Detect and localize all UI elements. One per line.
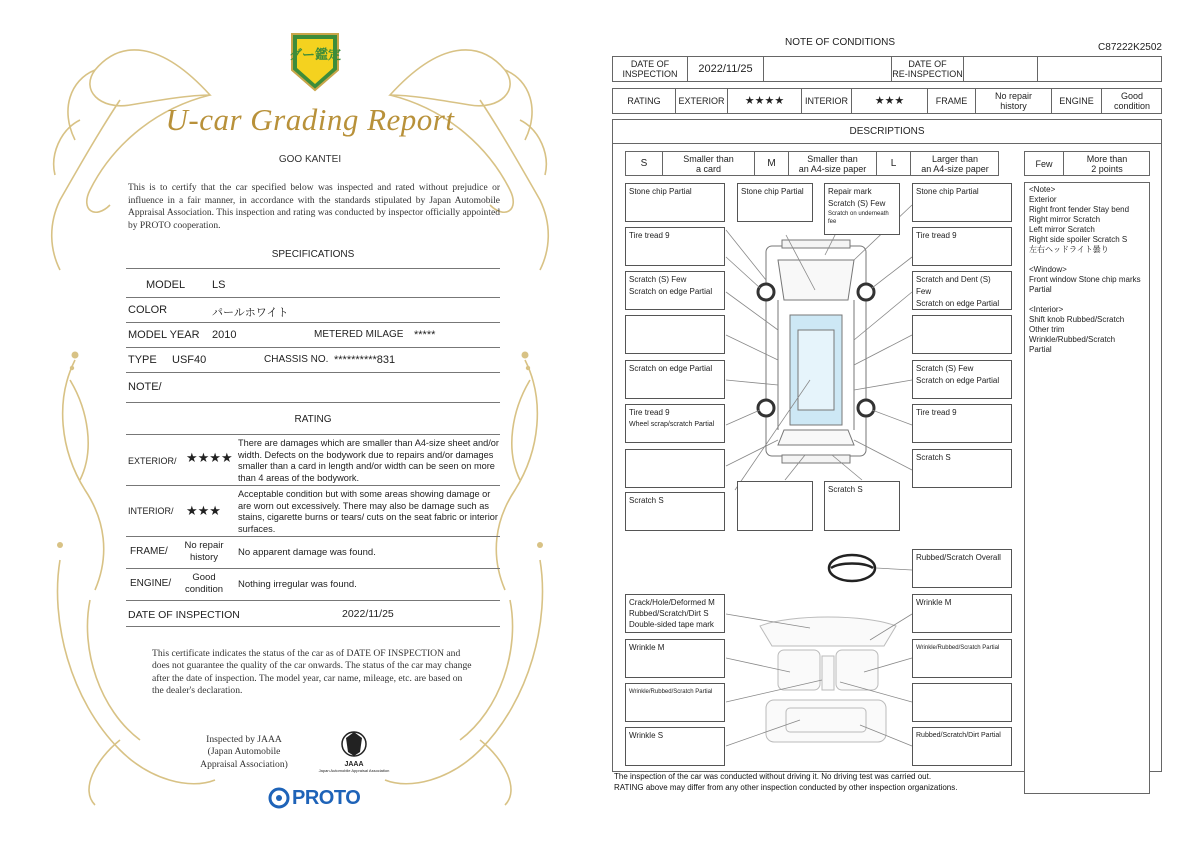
descriptions-heading: DESCRIPTIONS	[613, 120, 1161, 144]
exterior-car-outline	[766, 240, 866, 463]
exterior-box: Stone chip Partial	[912, 183, 1012, 222]
exterior-stars: ★★★★	[186, 450, 233, 465]
interior-line: Wrinkle/Rubbed/Scratch	[1029, 335, 1116, 344]
exterior-desc: There are damages which are smaller than A4-size sheet and/or width. Defects on the bodywork due to repairs and/or damages smaller than a card in length and/or width can be seen on more than 4 areas of the bodywork.	[238, 438, 499, 483]
metered-mileage-label: METERED MILAGE	[314, 329, 404, 340]
exterior-box: Tire tread 9 Wheel scrap/scratch Partial	[625, 404, 725, 443]
reinspection-label: DATE OF RE-INSPECTION	[892, 59, 963, 79]
interior-box: Rubbed/Scratch/Dirt Partial	[912, 727, 1012, 766]
spec-row-color	[126, 298, 500, 323]
report-subtitle: GOO KANTEI	[278, 154, 342, 165]
window-line: Partial	[1029, 285, 1052, 294]
interior-line: Partial	[1029, 345, 1052, 354]
spec-row-model-year	[126, 323, 500, 348]
sheet-code: C87222K2502	[1098, 42, 1162, 53]
note-line: 左右ヘッドライト曇り	[1029, 245, 1109, 254]
date-of-inspection-label: DATE OF INSPECTION	[622, 59, 678, 79]
note-label: NOTE/	[128, 381, 162, 393]
interior-box: Wrinkle M	[625, 639, 725, 678]
frame-value-1: No repair	[184, 540, 224, 551]
exterior-box: Scratch on edge Partial	[625, 360, 725, 399]
spec-row-note	[126, 373, 500, 403]
exterior-box-empty	[737, 481, 813, 531]
type-label: TYPE	[128, 354, 157, 366]
engine-value-2: condition	[184, 584, 224, 595]
proto-mark-icon	[268, 787, 290, 809]
type-value: USF40	[172, 354, 207, 366]
legend-l: L	[876, 152, 910, 175]
exterior-box: Scratch S	[824, 481, 900, 531]
note-line: Left mirror Scratch	[1029, 225, 1095, 234]
model-value: LS	[212, 279, 226, 291]
sheet-footer-2: RATING above may differ from any other inspection conducted by other inspection organizations.	[614, 783, 958, 792]
exterior-box: Scratch (S) Few Scratch on edge Partial	[625, 271, 725, 310]
engine-desc: Nothing irregular was found.	[238, 579, 357, 590]
inspection-date-label: DATE OF INSPECTION	[128, 609, 240, 621]
model-year-value: 2010	[212, 329, 237, 341]
note-line: Right mirror Scratch	[1029, 215, 1101, 224]
sheet-engine-label: ENGINE	[1051, 89, 1101, 113]
jaaa-caption: Japan Automobile Appraisal Association	[318, 768, 390, 773]
exterior-box: Scratch (S) Few Scratch on edge Partial	[912, 360, 1012, 399]
rating-row-interior	[126, 486, 500, 537]
chassis-label: CHASSIS NO.	[264, 354, 329, 365]
exterior-box-empty	[912, 315, 1012, 354]
sheet-engine-value: Good condition	[1101, 89, 1162, 113]
legend-few-desc: More than 2 points	[1063, 152, 1150, 175]
legend-m: M	[754, 152, 788, 175]
interior-desc: Acceptable condition but with some areas showing damage or are worn out excessively. There may also be damage such as stains, cigarette burns or tears/ cuts on the seat fabric or interior surfaces.	[238, 489, 498, 534]
note-line: Right front fender Stay bend	[1029, 205, 1130, 214]
badge-text: グー鑑定	[288, 48, 342, 63]
model-year-label: MODEL YEAR	[128, 329, 200, 341]
chassis-value: **********831	[334, 354, 396, 366]
interior-line: Shift knob Rubbed/Scratch	[1029, 315, 1125, 324]
proto-logo	[268, 786, 378, 810]
legend-l-desc: Larger than an A4-size paper	[910, 152, 999, 175]
interior-box: Wrinkle S	[625, 727, 725, 766]
model-label: MODEL	[146, 279, 186, 291]
inspection-date-row	[126, 601, 500, 627]
frame-label: FRAME/	[130, 546, 168, 557]
note-of-conditions-sheet	[600, 0, 1200, 848]
note-heading: <Note>	[1029, 185, 1056, 194]
frame-value-2: history	[190, 552, 218, 563]
legend-m-desc: Smaller than an A4-size paper	[788, 152, 876, 175]
inspection-date-value: 2022/11/25	[342, 608, 394, 620]
interior-heading: <Interior>	[1029, 305, 1064, 314]
exterior-box: Scratch and Dent (S) Few Scratch on edge Partial	[912, 271, 1012, 310]
note-line: Exterior	[1029, 195, 1057, 204]
rating-label: RATING	[627, 96, 661, 106]
exterior-box: Tire tread 9	[912, 227, 1012, 266]
rating-row-engine	[126, 569, 500, 601]
inspected-by-line-1: Inspected by JAAA	[206, 734, 282, 745]
specifications-heading: SPECIFICATIONS	[271, 249, 355, 260]
goo-kantei-badge	[288, 30, 342, 92]
window-heading: <Window>	[1029, 265, 1067, 274]
legend-few: Few	[1035, 158, 1053, 169]
exterior-box: Tire tread 9	[625, 227, 725, 266]
exterior-box: Scratch S	[912, 449, 1012, 488]
jaaa-logo-text: JAAA	[344, 761, 364, 768]
legend-s-desc: Smaller than a card	[662, 152, 754, 175]
interior-label: INTERIOR/	[128, 506, 174, 516]
report-title: U-car Grading Report	[165, 102, 455, 137]
interior-box: Crack/Hole/Deformed M Rubbed/Scratch/Dirt S Double-sided tape mark	[625, 594, 725, 633]
interior-box: Wrinkle/Rubbed/Scratch Partial	[625, 683, 725, 722]
rating-row-frame	[126, 537, 500, 569]
certificate-intro: This is to certify that the car specified below was inspected and rated without prejudice or influence in a fair manner, in accordance with the standards stipulated by Japan Automobile Appraisal Association. This inspection and rating was conducted by inspector officially appointed by PROTO cooperation.	[128, 183, 500, 231]
sheet-frame-value: No repair history	[975, 89, 1051, 113]
spec-row-type	[126, 348, 500, 373]
rating-heading: RATING	[294, 414, 332, 425]
sheet-interior-label: INTERIOR	[801, 89, 851, 113]
sheet-frame-label: FRAME	[927, 89, 975, 113]
exterior-box-empty	[625, 449, 725, 488]
date-of-inspection-value: 2022/11/25	[687, 57, 763, 81]
engine-value-1: Good	[192, 572, 216, 583]
engine-label: ENGINE/	[130, 578, 172, 589]
exterior-box: Scratch S	[625, 492, 725, 531]
inspected-by-line-2: (Japan Automobile	[207, 746, 281, 758]
inspected-by	[186, 734, 302, 771]
jaaa-logo	[316, 728, 392, 778]
interior-stars: ★★★	[186, 503, 221, 518]
exterior-box: Stone chip Partial	[737, 183, 813, 222]
note-line: Right side spoiler Scratch S	[1029, 235, 1128, 244]
exterior-box: Repair mark Scratch (S) Few Scratch on underneath fee	[824, 183, 900, 235]
window-line: Front window Stone chip marks	[1029, 275, 1141, 284]
rating-row-exterior	[126, 434, 500, 486]
interior-box: Wrinkle M	[912, 594, 1012, 633]
steering-wheel-icon	[829, 555, 875, 581]
interior-car-outline	[760, 617, 896, 742]
interior-box: Wrinkle/Rubbed/Scratch Partial	[912, 639, 1012, 678]
exterior-box-empty	[625, 315, 725, 354]
interior-box-empty	[912, 683, 1012, 722]
interior-line: Other trim	[1029, 325, 1065, 334]
frame-desc: No apparent damage was found.	[238, 547, 376, 558]
exterior-box: Stone chip Partial	[625, 183, 725, 222]
proto-logo-text: PROTO	[292, 786, 361, 809]
color-value: パールホワイト	[212, 307, 289, 319]
sheet-footer-1: The inspection of the car was conducted without driving it. No driving test was carried out.	[614, 772, 932, 781]
sheet-interior-stars: ★★★	[851, 89, 927, 113]
interior-box: Rubbed/Scratch Overall	[912, 549, 1012, 588]
legend-s: S	[640, 157, 648, 169]
exterior-label: EXTERIOR/	[128, 456, 177, 466]
exterior-box: Tire tread 9	[912, 404, 1012, 443]
certificate-footer: This certificate indicates the status of the car as of DATE OF INSPECTION and does not guarantee the quality of the car onwards. The status of the car may change after the date of inspection. The model year, car name, mileage, etc. are based on the dealer's declaration.	[152, 648, 472, 697]
spec-row-model	[126, 268, 500, 298]
color-label: COLOR	[128, 304, 168, 316]
sheet-exterior-stars: ★★★★	[727, 89, 801, 113]
inspected-by-line-3: Appraisal Association)	[200, 758, 288, 770]
sheet-exterior-label: EXTERIOR	[675, 89, 727, 113]
sheet-title: NOTE OF CONDITIONS	[785, 37, 895, 48]
metered-mileage-value: *****	[414, 329, 436, 341]
